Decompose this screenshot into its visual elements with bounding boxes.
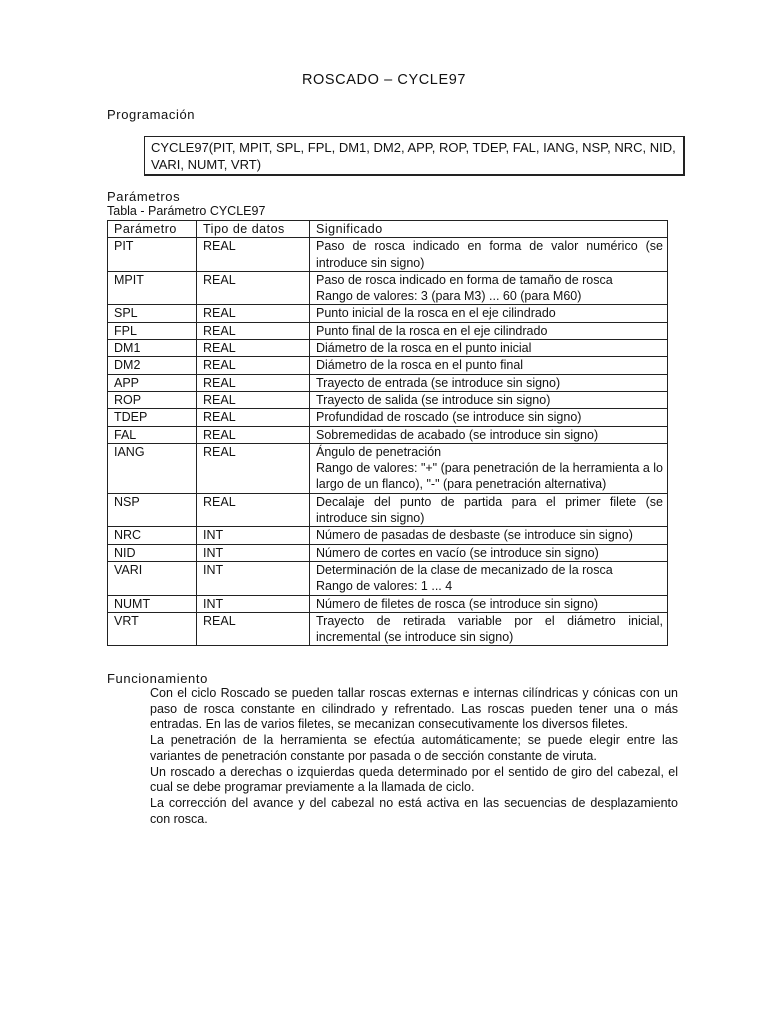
table-row	[108, 409, 668, 426]
param-type: REAL	[197, 305, 310, 322]
param-desc	[310, 527, 668, 544]
param-name: ROP	[108, 391, 197, 408]
param-desc	[310, 322, 668, 339]
programacion-heading: Programación	[107, 107, 196, 122]
header-parametro: Parámetro	[108, 221, 197, 238]
param-desc	[310, 544, 668, 561]
param-name: NRC	[108, 527, 197, 544]
param-type: REAL	[197, 238, 310, 272]
param-desc	[310, 612, 668, 646]
param-desc-line: Rango de valores: "+" (para penetración de la herramienta a lo largo de un flanco), "-" (para penetración alternativa)	[316, 461, 663, 492]
param-desc-line: Trayecto de salida (se introduce sin signo)	[316, 392, 551, 407]
param-desc-line: Paso de rosca indicado en forma de tamaño de rosca	[316, 272, 613, 287]
table-row	[108, 305, 668, 322]
table-row	[108, 357, 668, 374]
table-row	[108, 561, 668, 595]
body-paragraph: Un roscado a derechas o izquierdas queda determinado por el sentido de giro del cabezal, el cual se debe programar previamente a la llamada de ciclo.	[150, 764, 678, 795]
param-desc	[310, 443, 668, 493]
table-row	[108, 544, 668, 561]
funcionamiento-heading: Funcionamiento	[107, 671, 208, 686]
parametros-heading: Parámetros	[107, 189, 181, 204]
param-desc-line: Diámetro de la rosca en el punto inicial	[316, 341, 532, 356]
page-title: ROSCADO – CYCLE97	[301, 72, 467, 88]
param-desc	[310, 305, 668, 322]
param-desc-line: Paso de rosca indicado en forma de valor numérico (se introduce sin signo)	[316, 239, 663, 270]
param-desc-line: Diámetro de la rosca en el punto final	[316, 358, 524, 373]
param-desc-line: Número de pasadas de desbaste (se introduce sin signo)	[316, 528, 633, 543]
param-desc	[310, 357, 668, 374]
param-desc-line: Rango de valores: 1 ... 4	[316, 579, 453, 594]
body-paragraph: La penetración de la herramienta se efectúa automáticamente; se puede elegir entre las variantes de penetración constante por pasada o de sección constante de viruta.	[150, 733, 678, 763]
param-type: INT	[197, 595, 310, 612]
param-name: MPIT	[108, 271, 197, 305]
param-name: FPL	[108, 322, 197, 339]
param-name: APP	[108, 374, 197, 391]
param-desc-line: Trayecto de retirada variable por el diámetro inicial, incremental (se introduce sin signo)	[316, 613, 663, 645]
table-row	[108, 595, 668, 612]
param-desc-line: Determinación de la clase de mecanizado de la rosca	[316, 562, 613, 577]
parameters-table	[107, 220, 668, 646]
table-header-row	[108, 221, 668, 238]
param-type: REAL	[197, 271, 310, 305]
param-name: FAL	[108, 426, 197, 443]
param-desc-line: Profundidad de roscado (se introduce sin signo)	[316, 410, 582, 425]
param-desc	[310, 271, 668, 305]
param-type: REAL	[197, 426, 310, 443]
param-desc-line: Número de cortes en vacío (se introduce sin signo)	[316, 545, 599, 560]
table-caption: Tabla - Parámetro CYCLE97	[107, 204, 266, 218]
param-type: REAL	[197, 374, 310, 391]
param-type: INT	[197, 527, 310, 544]
param-name: IANG	[108, 443, 197, 493]
funcionamiento-body	[150, 686, 678, 827]
param-desc	[310, 238, 668, 272]
param-name: NID	[108, 544, 197, 561]
param-desc	[310, 426, 668, 443]
body-paragraph: La corrección del avance y del cabezal no está activa en las secuencias de desplazamiento con rosca.	[150, 795, 678, 826]
table-row	[108, 527, 668, 544]
header-significado: Significado	[310, 221, 668, 238]
param-name: DM1	[108, 340, 197, 357]
param-desc	[310, 409, 668, 426]
table-row	[108, 426, 668, 443]
param-name: VRT	[108, 612, 197, 646]
param-desc-line: Punto final de la rosca en el eje cilindrado	[316, 323, 548, 338]
param-desc-line: Ángulo de penetración	[316, 444, 442, 459]
param-name: VARI	[108, 561, 197, 595]
param-type: REAL	[197, 357, 310, 374]
table-row	[108, 391, 668, 408]
param-desc	[310, 595, 668, 612]
table-row	[108, 322, 668, 339]
param-desc-line: Decalaje del punto de partida para el primer filete (se introduce sin signo)	[316, 494, 663, 526]
param-desc-line: Rango de valores: 3 (para M3) ... 60 (para M60)	[316, 289, 582, 304]
param-name: TDEP	[108, 409, 197, 426]
param-desc-line: Punto inicial de la rosca en el eje cilindrado	[316, 306, 556, 321]
param-desc-line: Sobremedidas de acabado (se introduce sin signo)	[316, 427, 599, 442]
table-row	[108, 443, 668, 493]
table-row	[108, 271, 668, 305]
param-name: NSP	[108, 493, 197, 527]
param-desc	[310, 561, 668, 595]
param-desc	[310, 391, 668, 408]
table-row	[108, 612, 668, 646]
param-name: DM2	[108, 357, 197, 374]
body-paragraph: Con el ciclo Roscado se pueden tallar roscas externas e internas cilíndricas y cónicas con un paso de rosca constante en cilindrado y refrentado. Las roscas pueden tener una o más entradas. En las de varios filetes, se mecanizan consecutivamente los diversos filetes.	[150, 686, 678, 732]
param-type: REAL	[197, 409, 310, 426]
param-name: NUMT	[108, 595, 197, 612]
param-desc-line: Número de filetes de rosca (se introduce sin signo)	[316, 596, 599, 611]
param-type: REAL	[197, 493, 310, 527]
param-name: PIT	[108, 238, 197, 272]
table-row	[108, 238, 668, 272]
param-name: SPL	[108, 305, 197, 322]
param-desc-line: Trayecto de entrada (se introduce sin signo)	[316, 375, 561, 390]
param-type: REAL	[197, 340, 310, 357]
param-type: REAL	[197, 322, 310, 339]
table-row	[108, 493, 668, 527]
header-tipo-de-datos: Tipo de datos	[197, 221, 310, 238]
param-desc	[310, 493, 668, 527]
param-type: REAL	[197, 612, 310, 646]
table-row	[108, 374, 668, 391]
cycle-call-box: CYCLE97(PIT, MPIT, SPL, FPL, DM1, DM2, APP, ROP, TDEP, FAL, IANG, NSP, NRC, NID, VARI, NUMT, VRT)	[144, 136, 685, 176]
param-type: REAL	[197, 391, 310, 408]
param-desc	[310, 340, 668, 357]
param-type: INT	[197, 561, 310, 595]
param-type: REAL	[197, 443, 310, 493]
param-type: INT	[197, 544, 310, 561]
param-desc	[310, 374, 668, 391]
table-row	[108, 340, 668, 357]
